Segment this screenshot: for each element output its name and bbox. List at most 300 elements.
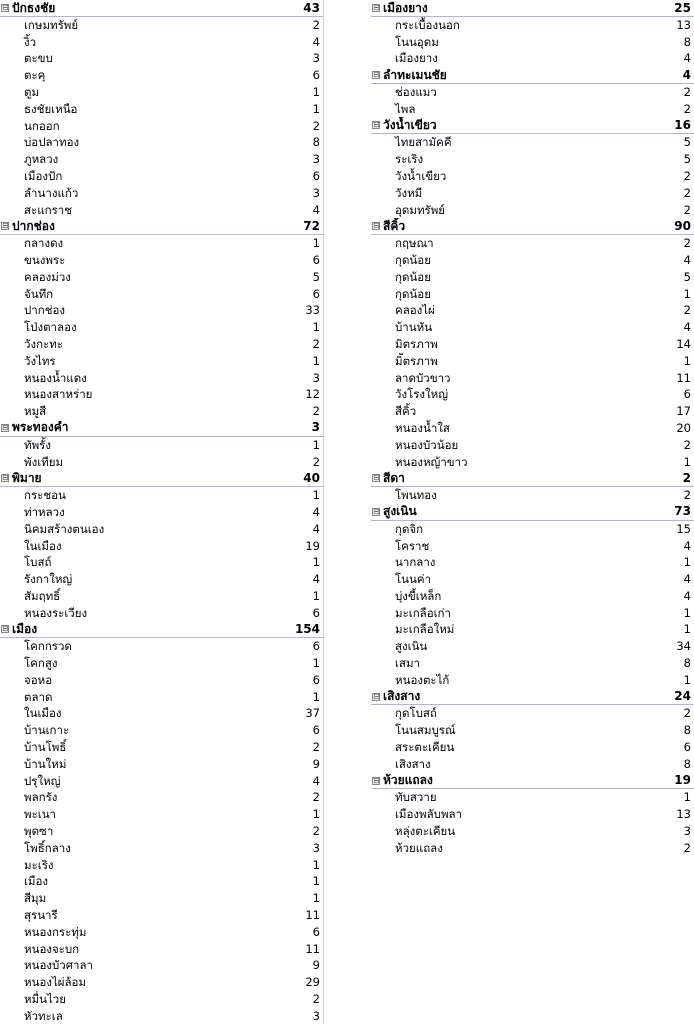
row-label: คลองไผ่ [395,303,435,318]
table-row[interactable] [0,67,323,84]
collapse-icon[interactable]: ⊟ [2,422,9,432]
row-count: 1 [683,555,691,570]
table-row[interactable] [371,806,694,823]
table-row[interactable] [0,403,323,420]
table-row[interactable] [371,302,694,319]
row-count: 2 [312,824,320,839]
table-row[interactable] [0,655,323,672]
row-label: จันทึก [24,286,54,301]
collapse-icon[interactable]: ⊟ [373,2,380,12]
row-label: หนองระเวียง [24,605,88,620]
group-header[interactable] [0,218,323,235]
row-count: 4 [683,252,691,267]
row-count: 1 [312,857,320,872]
table-row[interactable] [0,974,323,991]
row-label: บุ่งขี้เหล็ก [395,588,442,603]
table-row[interactable] [371,420,694,437]
table-row[interactable] [371,588,694,605]
row-count: 8 [312,135,320,150]
row-label: หนองไผ่ล้อม [24,975,87,990]
table-row[interactable] [371,454,694,471]
row-label: หนองตะไก้ [395,672,450,687]
row-label: ตะขบ [24,51,53,66]
row-count: 12 [305,387,320,402]
table-row[interactable] [371,638,694,655]
table-row[interactable] [371,84,694,101]
row-label: วังกะทะ [24,336,63,351]
table-row[interactable] [0,118,323,135]
group-name: สีคิ้ว [383,218,406,233]
group-name: พระทองคำ [12,420,69,435]
collapse-icon[interactable]: ⊟ [2,473,9,483]
row-count: 9 [312,958,320,973]
row-label: บ้านหัน [395,320,433,335]
table-row[interactable] [0,134,323,151]
row-label: ไทยสามัคคี [395,135,452,150]
table-row[interactable] [371,672,694,689]
row-label: พะเนา [24,807,57,822]
row-label: หนองบัวศาลา [24,958,93,973]
group-total: 4 [682,67,691,82]
row-count: 1 [312,236,320,251]
row-label: กลางดง [24,236,64,251]
row-count: 2 [683,488,691,503]
row-count: 2 [312,336,320,351]
table-row[interactable] [371,386,694,403]
table-row[interactable] [371,370,694,387]
table-row[interactable] [0,756,323,773]
table-row[interactable] [0,689,323,706]
row-label: เมืองยาง [395,51,438,66]
right-pivot-column [371,0,694,855]
table-row[interactable] [371,621,694,638]
table-row[interactable] [0,873,323,890]
table-row[interactable] [371,739,694,756]
row-label: นิคมสร้างตนเอง [24,521,105,536]
row-count: 8 [683,756,691,771]
table-row[interactable] [371,722,694,739]
collapse-icon[interactable]: ⊟ [2,221,9,231]
table-row[interactable] [371,319,694,336]
table-row[interactable] [0,907,323,924]
table-row[interactable] [371,252,694,269]
table-row[interactable] [371,655,694,672]
row-label: กุดจิก [395,521,424,536]
row-label: กุดน้อย [395,252,431,267]
row-count: 3 [683,824,691,839]
row-count: 6 [312,168,320,183]
row-count: 2 [683,168,691,183]
row-count: 2 [683,303,691,318]
row-label: หนองน้ำแดง [24,370,87,385]
row-count: 4 [312,773,320,788]
row-label: โคกสูง [24,656,58,671]
row-count: 3 [312,370,320,385]
row-count: 3 [312,152,320,167]
table-row[interactable] [0,487,323,504]
row-count: 5 [683,135,691,150]
group-total: 154 [294,621,320,636]
table-row[interactable] [371,554,694,571]
row-count: 2 [683,202,691,217]
row-label: หนองน้ำใส [395,420,450,435]
row-count: 1 [312,689,320,704]
group-name: ปักธงชัย [12,0,56,15]
row-count: 3 [312,185,320,200]
group-name: เมืองยาง [383,0,428,15]
row-count: 2 [312,17,320,32]
row-label: หนองหญ้าขาว [395,454,468,469]
row-label: สูงเนิน [395,639,428,654]
group-header[interactable] [371,773,694,790]
group-header[interactable] [0,621,323,638]
table-row[interactable] [371,705,694,722]
table-row[interactable] [0,370,323,387]
group-name: ปากช่อง [12,218,55,233]
collapse-icon[interactable]: ⊟ [373,775,380,785]
table-row[interactable] [0,50,323,67]
table-row[interactable] [371,571,694,588]
row-count: 29 [305,975,320,990]
row-count: 6 [312,68,320,83]
row-label: ห้วยแถลง [395,840,443,855]
table-row[interactable] [371,403,694,420]
row-label: พลกรัง [24,790,58,805]
row-count: 33 [305,303,320,318]
row-count: 6 [312,252,320,267]
row-count: 4 [312,504,320,519]
collapse-icon[interactable]: ⊟ [373,70,380,80]
row-label: ตลาด [24,689,53,704]
row-count: 6 [312,924,320,939]
row-count: 13 [676,17,691,32]
table-row[interactable] [0,235,323,252]
table-row[interactable] [371,756,694,773]
group-header[interactable] [371,118,694,135]
collapse-icon[interactable]: ⊟ [373,506,380,516]
group-name: สีดา [383,470,405,485]
row-label: ตูม [24,84,40,99]
row-count: 1 [312,891,320,906]
row-label: หมื่นไวย [24,992,67,1007]
row-count: 8 [683,656,691,671]
row-label: ลาดบัวขาว [395,370,451,385]
row-count: 3 [312,840,320,855]
row-label: มะเกลือเก่า [395,605,451,620]
row-count: 6 [312,639,320,654]
table-row[interactable] [0,638,323,655]
row-count: 4 [312,572,320,587]
row-label: โพนทอง [395,488,437,503]
row-count: 17 [676,404,691,419]
table-row[interactable] [371,336,694,353]
row-count: 1 [683,286,691,301]
group-header[interactable] [371,67,694,84]
table-row[interactable] [371,17,694,34]
row-label: โป่งตาลอง [24,320,77,335]
row-count: 4 [312,521,320,536]
row-count: 5 [683,152,691,167]
row-label: ธงชัยเหนือ [24,101,78,116]
table-row[interactable] [0,286,323,303]
group-header[interactable] [0,420,323,437]
table-row[interactable] [0,319,323,336]
table-row[interactable] [0,806,323,823]
group-header[interactable] [371,0,694,17]
table-row[interactable] [0,168,323,185]
table-row[interactable] [0,605,323,622]
collapse-icon[interactable]: ⊟ [373,221,380,231]
row-label: ช่องแมว [395,84,437,99]
row-label: หัวทะเล [24,1008,63,1023]
table-row[interactable] [371,521,694,538]
row-label: พุดซา [24,824,54,839]
table-row[interactable] [371,168,694,185]
table-row[interactable] [0,890,323,907]
group-header[interactable] [371,218,694,235]
row-label: นากลาง [395,555,436,570]
collapse-icon[interactable]: ⊟ [373,691,380,701]
row-label: ปากช่อง [24,303,66,318]
row-count: 3 [312,51,320,66]
group-header[interactable] [371,689,694,706]
table-row[interactable] [0,336,323,353]
table-row[interactable] [371,151,694,168]
table-row[interactable] [0,991,323,1008]
table-row[interactable] [0,705,323,722]
table-row[interactable] [371,538,694,555]
table-row[interactable] [371,235,694,252]
table-row[interactable] [0,151,323,168]
table-row[interactable] [371,185,694,202]
row-count: 2 [683,437,691,452]
row-count: 1 [312,488,320,503]
table-row[interactable] [0,454,323,471]
row-count: 11 [305,908,320,923]
group-header[interactable] [371,504,694,521]
row-count: 2 [683,706,691,721]
row-count: 34 [676,639,691,654]
row-label: ทัพรั้ง [24,437,51,452]
table-row[interactable] [0,84,323,101]
row-count: 6 [683,740,691,755]
group-total: 24 [674,689,691,704]
left-pivot-column [0,0,324,1024]
table-row[interactable] [371,269,694,286]
table-row[interactable] [0,789,323,806]
row-count: 4 [683,538,691,553]
group-header[interactable] [371,470,694,487]
collapse-icon[interactable]: ⊟ [2,2,9,12]
row-label: วังไทร [24,353,56,368]
row-count: 1 [312,320,320,335]
collapse-icon[interactable]: ⊟ [373,473,380,483]
group-total: 73 [674,504,691,519]
row-label: มะเกลือใหม่ [395,622,455,637]
table-row[interactable] [371,101,694,118]
row-label: ท่าหลวง [24,504,65,519]
table-row[interactable] [0,17,323,34]
row-label: โนนอุดม [395,34,439,49]
row-label: บ่อปลาทอง [24,135,80,150]
row-label: ในเมือง [24,538,62,553]
table-row[interactable] [0,302,323,319]
row-count: 1 [312,807,320,822]
row-label: งิ้ว [24,34,37,49]
table-row[interactable] [0,252,323,269]
row-count: 6 [312,605,320,620]
group-name: สูงเนิน [383,504,417,519]
row-label: เมืองพลับพลา [395,807,463,822]
row-count: 2 [683,101,691,116]
row-count: 1 [312,437,320,452]
row-count: 19 [305,538,320,553]
row-count: 2 [312,790,320,805]
row-label: มิตรภาพ [395,336,438,351]
table-row[interactable] [0,1008,323,1025]
row-count: 5 [683,269,691,284]
row-count: 1 [683,605,691,620]
table-row[interactable] [0,588,323,605]
table-row[interactable] [0,823,323,840]
table-row[interactable] [0,957,323,974]
row-count: 6 [312,672,320,687]
row-label: โพธิ์กลาง [24,840,71,855]
row-count: 1 [683,622,691,637]
table-row[interactable] [0,840,323,857]
table-row[interactable] [0,504,323,521]
row-label: จอหอ [24,672,53,687]
table-row[interactable] [0,857,323,874]
row-count: 9 [312,756,320,771]
table-row[interactable] [0,941,323,958]
table-row[interactable] [371,34,694,51]
row-label: สีคิ้ว [395,404,417,419]
table-row[interactable] [371,605,694,622]
row-label: กระเบื้องนอก [395,17,460,32]
row-label: สะแกราช [24,202,73,217]
row-count: 13 [676,807,691,822]
group-total: 2 [682,470,691,485]
table-row[interactable] [371,823,694,840]
row-label: ขนงพระ [24,252,66,267]
row-label: เมือง [24,874,49,889]
row-label: โนนสมบูรณ์ [395,723,456,738]
group-name: เสิงสาง [383,689,421,704]
table-row[interactable] [0,554,323,571]
row-count: 2 [312,992,320,1007]
table-row[interactable] [0,773,323,790]
row-label: ทับสวาย [395,790,437,805]
row-label: ในเมือง [24,706,62,721]
row-label: หลุ่งตะเคียน [395,824,456,839]
row-label: หนองสาหร่าย [24,387,93,402]
table-row[interactable] [0,538,323,555]
row-label: เสมา [395,656,420,671]
table-row[interactable] [371,286,694,303]
table-row[interactable] [0,672,323,689]
row-label: เสิงสาง [395,756,431,771]
row-count: 2 [312,404,320,419]
group-total: 43 [303,0,320,15]
table-row[interactable] [371,789,694,806]
table-row[interactable] [371,487,694,504]
row-count: 1 [312,874,320,889]
table-row[interactable] [0,386,323,403]
row-count: 1 [312,656,320,671]
table-row[interactable] [371,437,694,454]
table-row[interactable] [0,437,323,454]
row-label: สัมฤทธิ์ [24,588,61,603]
table-row[interactable] [0,185,323,202]
row-count: 4 [312,202,320,217]
table-row[interactable] [0,722,323,739]
group-header[interactable] [0,470,323,487]
table-row[interactable] [0,521,323,538]
row-count: 4 [683,320,691,335]
row-label: โคราช [395,538,430,553]
row-label: รังกาใหญ่ [24,572,73,587]
row-count: 1 [683,454,691,469]
group-total: 3 [311,420,320,435]
row-count: 2 [683,84,691,99]
table-row[interactable] [0,101,323,118]
row-label: นกออก [24,118,60,133]
row-label: วังหมี [395,185,423,200]
row-count: 2 [683,840,691,855]
table-row[interactable] [0,924,323,941]
table-row[interactable] [371,840,694,857]
table-row[interactable] [371,134,694,151]
row-count: 6 [312,723,320,738]
group-total: 25 [674,0,691,15]
row-label: ลำนางแก้ว [24,185,79,200]
row-count: 1 [683,790,691,805]
table-row[interactable] [0,269,323,286]
row-count: 1 [312,588,320,603]
row-count: 11 [676,370,691,385]
group-name: ห้วยแถลง [383,773,433,788]
row-count: 1 [312,101,320,116]
table-row[interactable] [371,353,694,370]
table-row[interactable] [0,202,323,219]
row-count: 20 [676,420,691,435]
row-count: 15 [676,521,691,536]
row-label: บ้านเกาะ [24,723,70,738]
table-row[interactable] [0,739,323,756]
row-count: 5 [312,269,320,284]
row-label: หนองจะบก [24,941,80,956]
group-header[interactable] [0,0,323,17]
table-row[interactable] [371,202,694,219]
table-row[interactable] [0,34,323,51]
collapse-icon[interactable]: ⊟ [2,624,9,634]
row-label: อุดมทรัพย์ [395,202,446,217]
row-count: 2 [312,454,320,469]
row-count: 14 [676,336,691,351]
row-label: บ้านใหม่ [24,756,67,771]
table-row[interactable] [0,571,323,588]
row-count: 6 [683,387,691,402]
table-row[interactable] [371,50,694,67]
row-label: หนองกระทุ่ม [24,924,87,939]
row-count: 4 [683,588,691,603]
row-label: ตะคุ [24,68,46,83]
row-label: โคกกรวด [24,639,72,654]
group-name: วังน้ำเขียว [383,118,437,133]
collapse-icon[interactable]: ⊟ [373,120,380,130]
table-row[interactable] [0,353,323,370]
